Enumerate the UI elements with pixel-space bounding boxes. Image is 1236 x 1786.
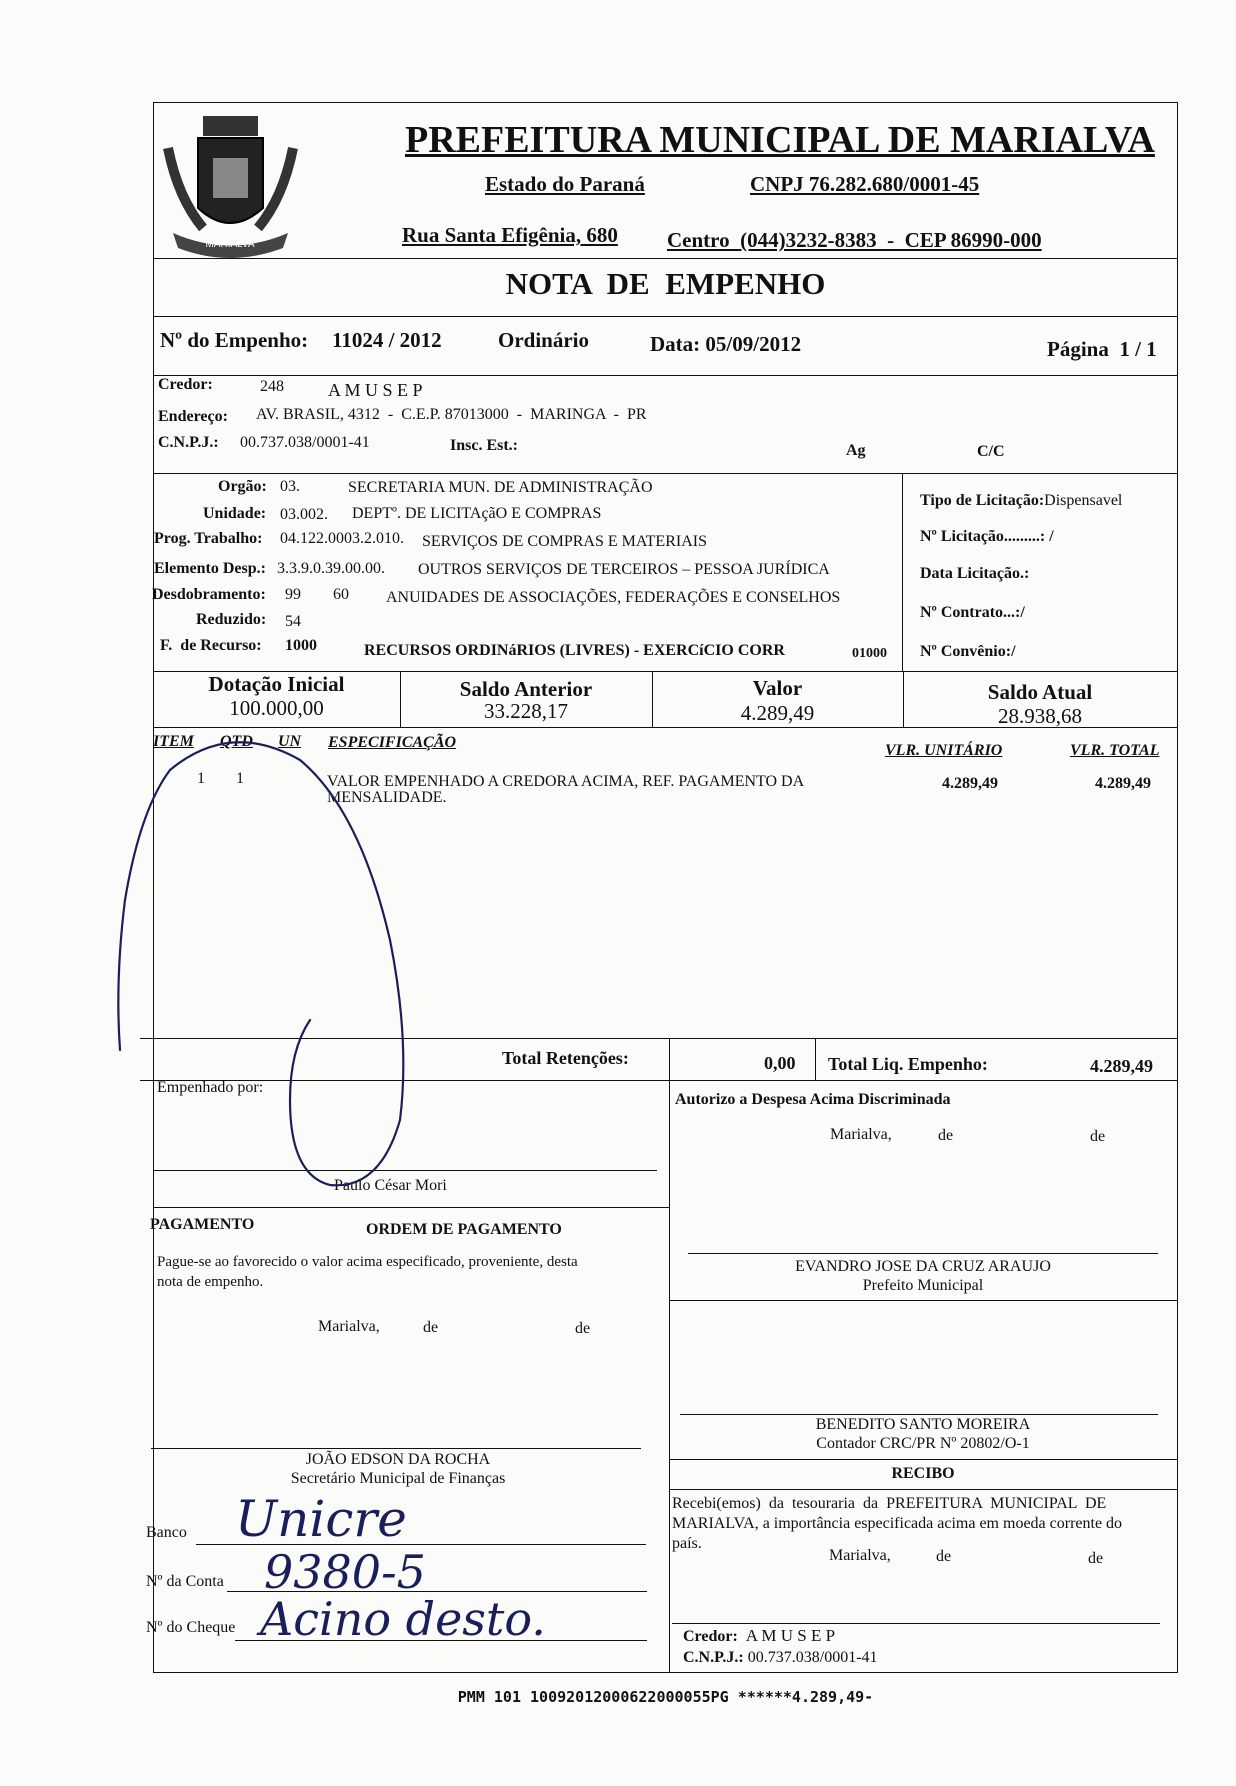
credor-cnpj: 00.737.038/0001-41 — [240, 434, 370, 451]
recibo-place: Marialva, — [829, 1547, 891, 1564]
desd-a: 99 — [285, 586, 301, 603]
col-item: ITEM — [153, 733, 194, 750]
divider-empenho — [153, 375, 1178, 376]
autorizo-place: Marialva, — [830, 1126, 892, 1143]
seal-banner-text: MARIALVA — [205, 239, 255, 250]
frame-bottom — [153, 1672, 1178, 1673]
pagamento-text-line1: Pague-se ao favorecido o valor acima especificado, proveniente, desta — [157, 1254, 578, 1270]
credor-code: 248 — [260, 378, 284, 395]
col-vlr-total: VLR. TOTAL — [1070, 742, 1160, 759]
credor-name: A M U S E P — [328, 380, 423, 400]
liq-empenho-value: 4.289,49 — [1090, 1056, 1153, 1076]
page-title: PREFEITURA MUNICIPAL DE MARIALVA — [405, 119, 1155, 161]
recibo-credor-name: A M U S E P — [745, 1626, 836, 1645]
frame-top — [153, 102, 1178, 103]
valor-label: Valor — [752, 676, 803, 700]
autorizo-de2: de — [1090, 1128, 1106, 1145]
divider-prefeito — [669, 1300, 1178, 1301]
handwritten-signature-loop — [110, 720, 510, 1200]
item-desc-line2: MENSALIDADE. — [327, 789, 447, 806]
orgao-code: 03. — [280, 478, 300, 495]
autorizo-de1: de — [938, 1127, 954, 1144]
recibo-de1: de — [936, 1548, 952, 1565]
numero-contrato: Nº Contrato...:/ — [920, 604, 1025, 621]
col-qtd: QTD — [220, 733, 253, 750]
empenho-number: 11024 / 2012 — [332, 328, 442, 352]
pagamento-place: Marialva, — [318, 1318, 380, 1335]
fonte-desc: RECURSOS ORDINáRIOS (LIVRES) - EXERCíCIO CORR — [364, 642, 785, 659]
divider-recibo-title — [669, 1489, 1178, 1490]
retencoes-value: 0,00 — [764, 1053, 796, 1073]
fonte-code: 1000 — [285, 637, 317, 654]
divider-ret-2 — [815, 1038, 816, 1080]
conta-label: Nº da Conta — [146, 1573, 224, 1590]
unidade-code: 03.002. — [280, 506, 328, 523]
elem-code: 3.3.9.0.39.00.00. — [277, 560, 385, 577]
state-label: Estado do Paraná — [485, 172, 645, 196]
banco-label: Banco — [146, 1524, 187, 1541]
ag-label: Ag — [846, 442, 866, 459]
saldo-atual-value: 28.938,68 — [998, 704, 1082, 728]
prog-desc: SERVIÇOS DE COMPRAS E MATERIAIS — [422, 533, 707, 550]
item-unit-value: 4.289,49 — [942, 775, 998, 792]
empenho-date: Data: 05/09/2012 — [650, 332, 802, 356]
item-qtd: 1 — [236, 770, 244, 787]
numero-licitacao: Nº Licitação.........: / — [920, 528, 1054, 545]
secretario-signature-line — [151, 1448, 641, 1449]
doc-title: NOTA DE EMPENHO — [505, 266, 826, 301]
reduzido-code: 54 — [285, 613, 301, 630]
item-total-value: 4.289,49 — [1095, 775, 1151, 792]
valor-value: 4.289,49 — [740, 701, 815, 725]
divider-lower-middle — [669, 1080, 670, 1672]
insc-label: Insc. Est.: — [450, 437, 519, 454]
frame-right — [1177, 102, 1178, 1672]
divider-contador — [669, 1459, 1178, 1460]
secretario-name: JOÃO EDSON DA ROCHA — [305, 1451, 491, 1468]
desd-label: Desdobramento: — [152, 586, 266, 603]
prefeito-name: EVANDRO JOSE DA CRUZ ARAUJO — [795, 1258, 1051, 1275]
pagamento-de2: de — [575, 1320, 591, 1337]
numero-convenio: Nº Convênio:/ — [920, 643, 1016, 660]
banco-handwriting: Unicre — [235, 1490, 407, 1548]
recibo-cnpj-value: 00.737.038/0001-41 — [747, 1649, 878, 1666]
elem-label: Elemento Desp.: — [154, 560, 266, 577]
orgao-desc: SECRETARIA MUN. DE ADMINISTRAÇÃO — [348, 479, 653, 496]
recibo-cnpj-label: C.N.P.J.: — [683, 1649, 744, 1666]
saldo-anterior-label: Saldo Anterior — [459, 677, 593, 701]
unidade-label: Unidade: — [203, 505, 267, 522]
col-vlr-unit: VLR. UNITÁRIO — [885, 742, 1003, 759]
prefeito-role: Prefeito Municipal — [862, 1277, 984, 1294]
contact-label: Centro (044)3232-8383 - CEP 86990-000 — [667, 228, 1042, 252]
tipo-licitacao — [920, 492, 1122, 510]
saldo-atual-label: Saldo Atual — [987, 680, 1093, 704]
recibo-credor — [683, 1626, 835, 1646]
item-number: 1 — [197, 770, 205, 787]
cc-label: C/C — [977, 443, 1005, 460]
desd-b: 60 — [333, 586, 349, 603]
elem-desc: OUTROS SERVIÇOS DE TERCEIROS – PESSOA JURÍDICA — [418, 561, 830, 578]
dotacao-value: 100.000,00 — [229, 696, 324, 720]
pagamento-label: PAGAMENTO — [150, 1216, 255, 1233]
retencoes-label: Total Retenções: — [502, 1048, 629, 1068]
divider-licitacao-vertical — [902, 473, 903, 671]
fonte-code-right: 01000 — [852, 646, 887, 661]
recibo-line3: país. — [672, 1535, 702, 1552]
prog-label: Prog. Trabalho: — [154, 530, 263, 547]
divider-title — [153, 316, 1178, 317]
credor-cnpj-label: C.N.P.J.: — [158, 434, 219, 451]
ordem-pagamento-label: ORDEM DE PAGAMENTO — [366, 1221, 562, 1238]
liq-empenho-label: Total Liq. Empenho: — [828, 1054, 988, 1074]
reduzido-label: Reduzido: — [196, 611, 267, 628]
recibo-de2: de — [1088, 1550, 1104, 1567]
data-licitacao: Data Licitação.: — [920, 565, 1030, 582]
dotacao-label: Dotação Inicial — [208, 672, 345, 696]
contador-signature-line — [680, 1414, 1158, 1415]
item-desc-line1: VALOR EMPENHADO A CREDORA ACIMA, REF. PAGAMENTO DA — [327, 773, 805, 790]
recibo-credor-label: Credor: — [683, 1628, 738, 1645]
recibo-line1: Recebi(emos) da tesouraria da PREFEITURA MUNICIPAL DE — [672, 1495, 1107, 1512]
page-number: Página 1 / 1 — [1047, 337, 1157, 361]
divider-empenhado — [153, 1207, 669, 1208]
recibo-cnpj — [683, 1649, 878, 1667]
autorizo-signature-line — [688, 1253, 1158, 1254]
empenhado-label: Empenhado por: — [157, 1079, 264, 1096]
fonte-label: F. de Recurso: — [160, 637, 262, 654]
cnpj-label: CNPJ 76.282.680/0001-45 — [750, 172, 980, 196]
col-un: UN — [278, 733, 302, 750]
tipo-licitacao-value: Dispensavel — [1044, 492, 1123, 509]
secretario-role: Secretário Municipal de Finanças — [290, 1470, 506, 1487]
contador-name: BENEDITO SANTO MOREIRA — [815, 1416, 1031, 1433]
saldo-anterior-value: 33.228,17 — [484, 699, 568, 723]
recibo-signature-line — [672, 1623, 1160, 1624]
cheque-handwriting: Acino desto. — [260, 1592, 546, 1646]
prog-code: 04.122.0003.2.010. — [280, 530, 404, 547]
recibo-title: RECIBO — [891, 1465, 955, 1482]
recibo-line2: MARIALVA, a importância especificada acima em moeda corrente do — [672, 1515, 1123, 1532]
desd-desc: ANUIDADES DE ASSOCIAÇÕES, FEDERAÇÕES E CONSELHOS — [386, 589, 841, 606]
unidade-desc: DEPTº. DE LICITAçãO E COMPRAS — [352, 505, 602, 522]
pagamento-de1: de — [423, 1319, 439, 1336]
autorizo-label: Autorizo a Despesa Acima Discriminada — [675, 1091, 951, 1108]
empenho-type: Ordinário — [498, 328, 590, 352]
orgao-label: Orgão: — [218, 478, 267, 495]
divider-credor — [153, 473, 1178, 474]
divider-header — [153, 258, 1178, 259]
contador-role: Contador CRC/PR Nº 20802/O-1 — [816, 1435, 1030, 1452]
credor-label: Credor: — [158, 376, 213, 393]
footer-code: PMM 101 10092012000622000055PG ******4.289,49- — [457, 1688, 874, 1706]
cheque-label: Nº do Cheque — [146, 1619, 236, 1636]
address-label: Endereço: — [158, 408, 228, 425]
pagamento-text-line2: nota de empenho. — [157, 1274, 264, 1290]
divider-ret-1 — [669, 1038, 670, 1080]
municipal-seal-logo — [158, 108, 303, 258]
conta-handwriting: 9380-5 — [264, 1545, 426, 1599]
empenhado-name: Paulo César Mori — [334, 1177, 447, 1194]
street-label: Rua Santa Efigênia, 680 — [402, 223, 618, 247]
empenho-label: Nº do Empenho: — [160, 328, 309, 352]
tipo-licitacao-label: Tipo de Licitação: — [920, 492, 1045, 509]
col-espec: ESPECIFICAÇÃO — [328, 734, 457, 751]
credor-address: AV. BRASIL, 4312 - C.E.P. 87013000 - MARINGA - PR — [256, 406, 647, 423]
